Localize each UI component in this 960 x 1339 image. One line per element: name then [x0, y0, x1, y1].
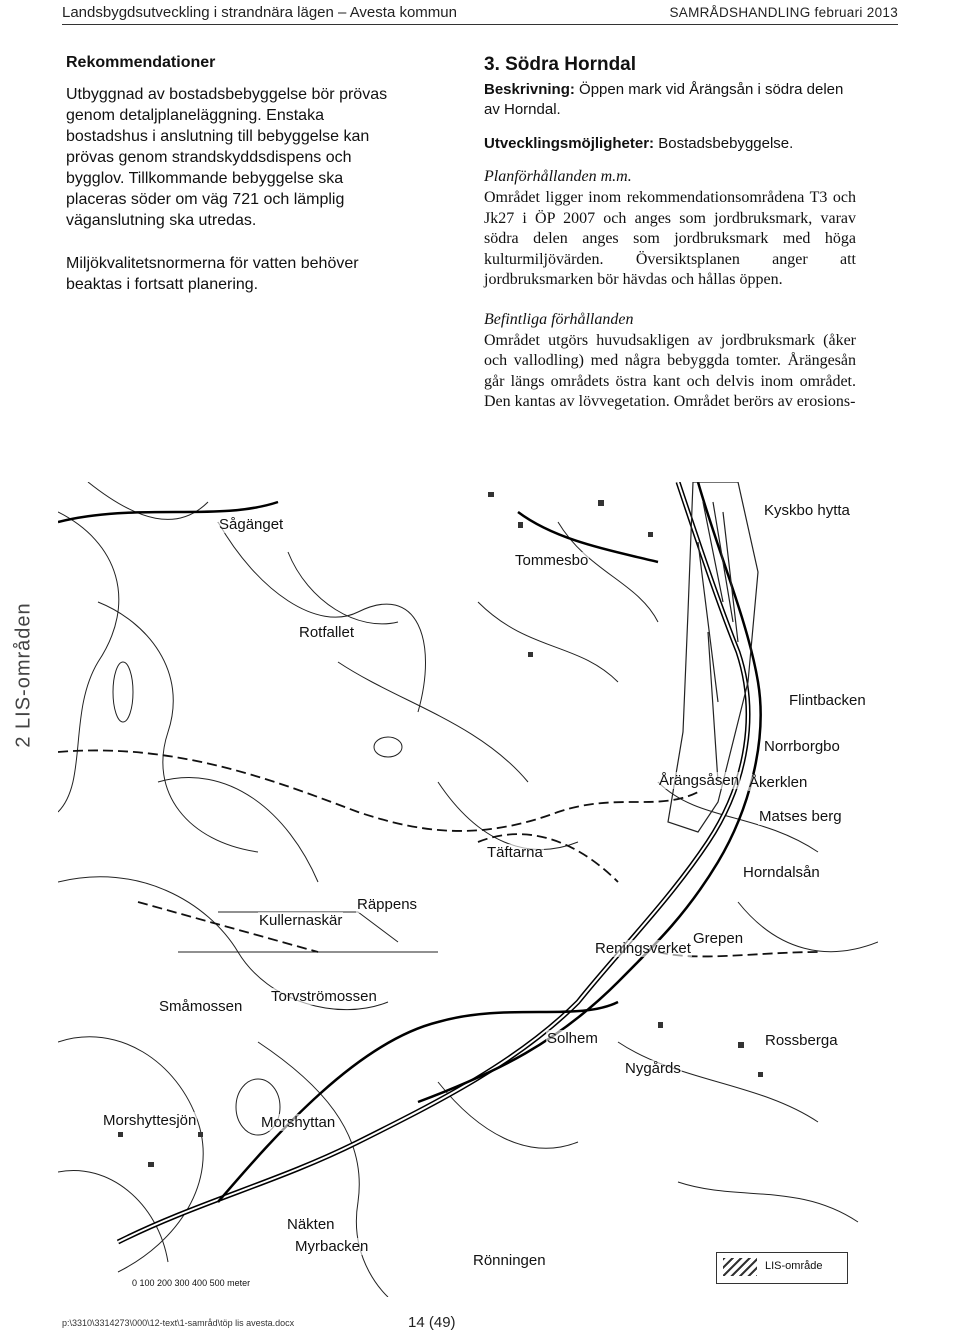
- development-possibilities: [484, 134, 856, 154]
- map-place-label: Åkerklen: [749, 774, 808, 791]
- map-place-label: Matses berg: [759, 808, 842, 825]
- recommendations-heading: Rekommendationer: [66, 54, 216, 71]
- side-chapter-label: [4, 580, 44, 770]
- map-place-label: Årängsåsen: [659, 772, 740, 789]
- map-place-label: Småmossen: [159, 998, 243, 1015]
- map-place-label: Rotfallet: [299, 624, 355, 641]
- map-place-label: Norrborgbo: [764, 738, 840, 755]
- map-place-label: Myrbacken: [295, 1238, 369, 1255]
- map-place-label: Solhem: [547, 1030, 598, 1047]
- header-status: SAMRÅDSHANDLING februari 2013: [669, 5, 898, 20]
- page-header: [62, 2, 898, 25]
- area-title: 3. Södra Horndal: [484, 54, 637, 75]
- map-place-label: Näkten: [287, 1216, 335, 1233]
- page-number: 14 (49): [408, 1314, 456, 1331]
- existing-conditions-heading: Befintliga förhållanden: [484, 310, 634, 328]
- map-legend: [716, 1252, 848, 1284]
- map-place-label: Flintbacken: [789, 692, 866, 709]
- map-place-label: Reningsverket: [595, 940, 691, 957]
- development-label: Utvecklingsmöjligheter:: [484, 135, 655, 152]
- map-place-label: Räppens: [357, 896, 418, 913]
- map-graphic: [58, 482, 878, 1297]
- map-place-label: Rönningen: [473, 1252, 546, 1269]
- area-map: [58, 482, 878, 1297]
- description-text: Öppen mark vid Årängsån i södra delen av Horndal.: [484, 81, 844, 118]
- recommendations-section: [66, 54, 396, 317]
- map-place-label: Morshyttesjön: [103, 1112, 197, 1129]
- planning-text: Området ligger inom rekommendationsområdena T3 och Jk27 i ÖP 2007 och anges som jordbruksmark, varav södra delen anges som jordbruksmark med höga kulturmiljövärden. Översiktsplanen anger att jordbruksmarken bör hävdas och hållas öppen.: [484, 189, 856, 288]
- existing-conditions-text: Området utgörs huvudsakligen av jordbruksmark (åker och vallodling) med några bebyggda tomter. Årängesån går längs områdets östra kant och delvis inom området. Den kantas av lövvegetation. Området berörs av erosions-: [484, 331, 856, 410]
- legend-label: LIS-område: [765, 1260, 823, 1272]
- footer-file-path: p:\3310\3314273\000\12-text\1-samråd\töp lis avesta.docx: [62, 1318, 295, 1328]
- map-place-label: Grepen: [693, 930, 744, 947]
- header-document-title: Landsbygdsutveckling i strandnära lägen – Avesta kommun: [62, 4, 457, 21]
- description-label: Beskrivning:: [484, 81, 575, 98]
- area-description: [484, 80, 856, 120]
- map-place-label: Horndalsån: [743, 864, 820, 881]
- map-place-label: Kullernaskär: [259, 912, 343, 929]
- lis-area-swatch: [723, 1258, 757, 1276]
- area-description-section: [484, 54, 856, 413]
- map-place-label: Täftarna: [487, 844, 543, 861]
- recommendation-paragraph: Utbyggnad av bostadsbebyggelse bör prövas genom detaljplaneläggning. Enstaka bostadshus i anslutning till bebyggelse kan prövas genom strandskyddsdispens och bygglov. Tillkommande bebyggelse ska placeras söder om väg 721 och lämplig väganslutning ska utredas.: [66, 86, 388, 229]
- map-place-label: Sågänget: [219, 516, 284, 533]
- map-scale-bar: 0 100 200 300 400 500 meter: [132, 1278, 251, 1288]
- development-text: Bostadsbebyggelse.: [658, 135, 794, 152]
- map-place-label: Nygårds: [625, 1060, 681, 1077]
- side-chapter-text: 2 LIS-områden: [12, 602, 35, 748]
- map-place-label: Tommesbo: [515, 552, 589, 569]
- map-place-label: Rossberga: [765, 1032, 838, 1049]
- map-place-label: Kyskbo hytta: [764, 502, 850, 519]
- planning-heading: Planförhållanden m.m.: [484, 168, 632, 185]
- map-place-label: Morshyttan: [261, 1114, 336, 1131]
- map-place-label: Torvströmossen: [271, 988, 377, 1005]
- recommendation-paragraph: Miljökvalitetsnormerna för vatten behöver beaktas i fortsatt planering.: [66, 255, 359, 293]
